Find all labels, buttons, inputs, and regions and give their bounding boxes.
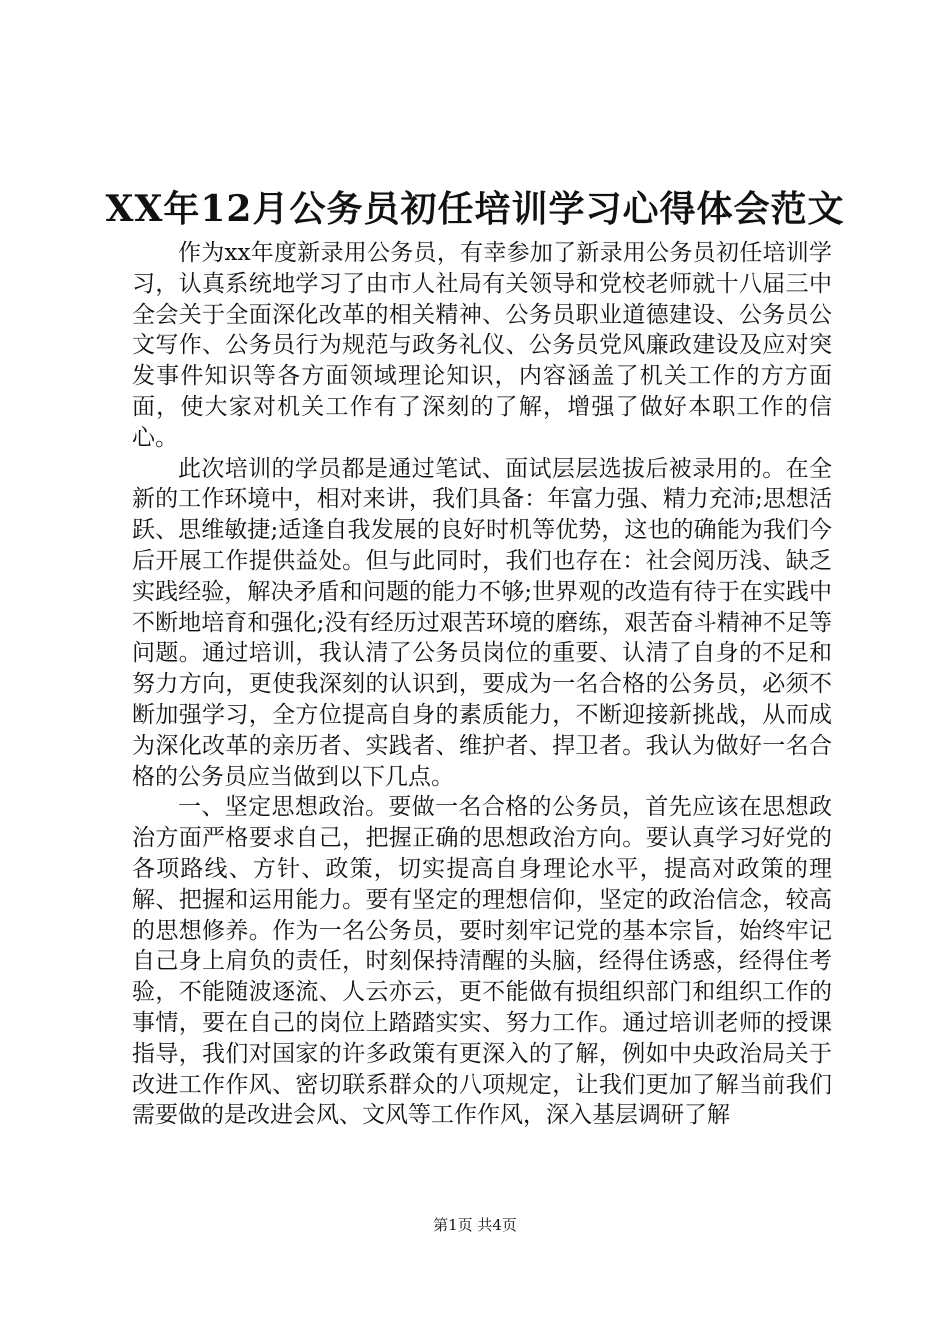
paragraph-3: 一、坚定思想政治。要做一名合格的公务员，首先应该在思想政治方面严格要求自己，把握正确的思想政治方向。要认真学习好党的各项路线、方针、政策，切实提高自身理论水平，提高对政策的理解、把握和运用能力。要有坚定的理想信仰，坚定的政治信念，较高的思想修养。作为一名公务员，要时刻牢记党的基本宗旨，始终牢记自己身上肩负的责任，时刻保持清醒的头脑，经得住诱惑，经得住考验，不能随波逐流、人云亦云，更不能做有损组织部门和组织工作的事情，要在自己的岗位上踏踏实实、努力工作。通过培训老师的授课指导，我们对国家的许多政策有更深入的了解，例如中央政治局关于改进工作作风、密切联系群众的八项规定，让我们更加了解当前我们需要做的是改进会风、文风等工作作风，深入基层调研了解: [132, 794, 832, 1129]
paragraph-2: 此次培训的学员都是通过笔试、面试层层选拔后被录用的。在全新的工作环境中，相对来讲，我们具备：年富力强、精力充沛;思想活跃、思维敏捷;适逢自我发展的良好时机等优势，这也的确能为我们今后开展工作提供益处。但与此同时，我们也存在：社会阅历浅、缺乏实践经验，解决矛盾和问题的能力不够;世界观的改造有待于在实践中不断地培育和强化;没有经历过艰苦环境的磨练，艰苦奋斗精神不足等问题。通过培训，我认清了公务员岗位的重要、认清了自身的不足和努力方向，更使我深刻的认识到，要成为一名合格的公务员，必须不断加强学习，全方位提高自身的素质能力，不断迎接新挑战，从而成为深化改革的亲历者、实践者、维护者、捍卫者。我认为做好一名合格的公务员应当做到以下几点。: [132, 455, 832, 790]
document-body: [132, 238, 832, 1131]
paragraph-1: 作为xx年度新录用公务员，有幸参加了新录用公务员初任培训学习，认真系统地学习了由市人社局有关领导和党校老师就十八届三中全会关于全面深化改革的相关精神、公务员职业道德建设、公务员公文写作、公务员行为规范与政务礼仪、公务员党风廉政建设及应对突发事件知识等各方面领域理论知识，内容涵盖了机关工作的方方面面，使大家对机关工作有了深刻的了解，增强了做好本职工作的信心。: [132, 240, 832, 451]
page-footer: 第1页 共4页: [433, 1216, 517, 1234]
document-title: XX年12月公务员初任培训学习心得体会范文: [105, 188, 845, 230]
